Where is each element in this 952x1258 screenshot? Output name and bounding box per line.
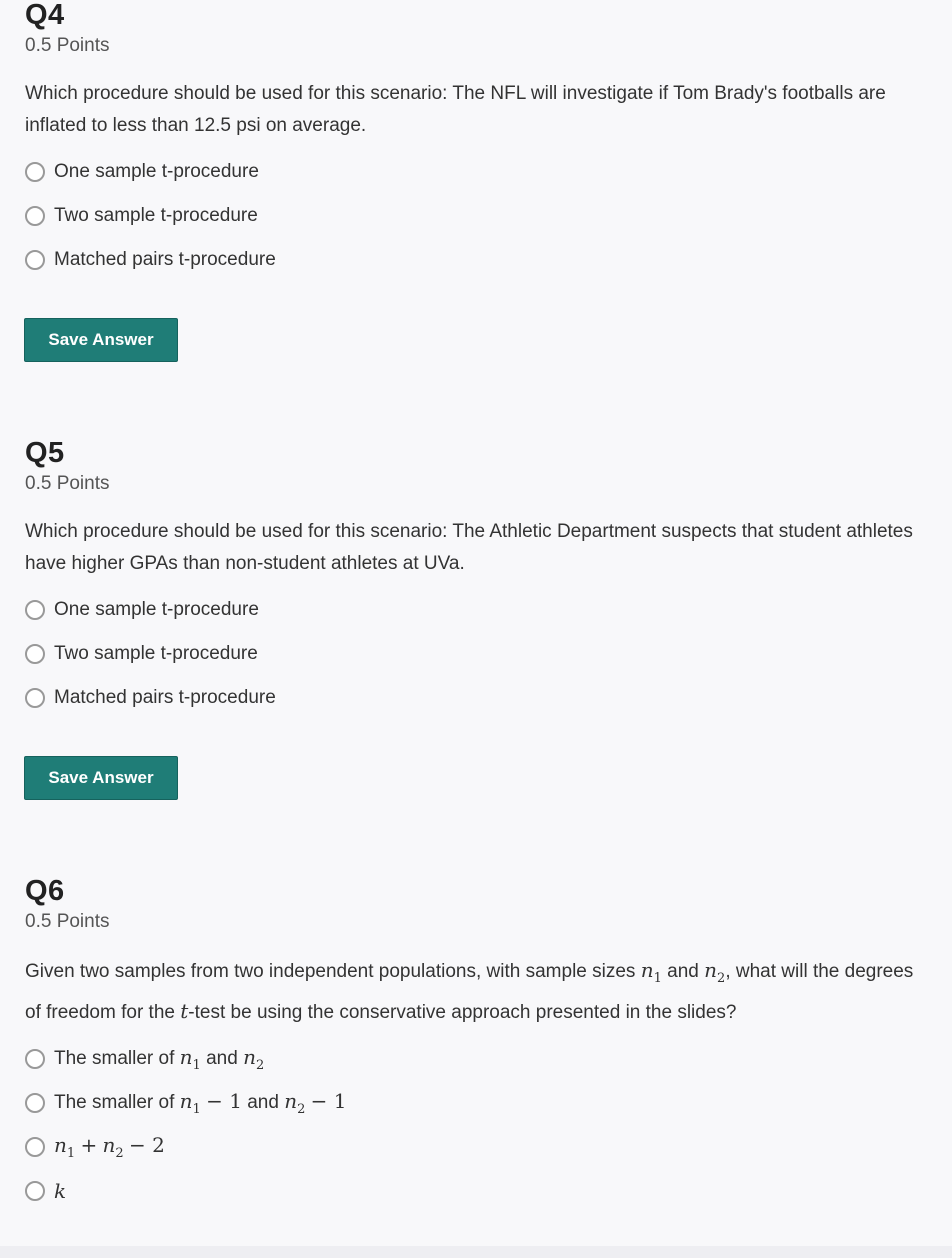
option-two-sample[interactable] [25, 632, 925, 676]
prompt-text: Given two samples from two independent populations, with sample sizes [25, 961, 636, 982]
option-one-sample[interactable] [25, 150, 925, 194]
option-label: Matched pairs t-procedure [54, 249, 276, 270]
save-answer-button-q5[interactable]: Save Answer [24, 756, 178, 800]
math-n1: $n_1$ [640, 958, 662, 986]
radio-button[interactable] [25, 644, 45, 664]
question-prompt: Which procedure should be used for this scenario: The NFL will investigate if Tom Brady's footballs are inflated to less than 12.5 psi on average. [25, 83, 886, 136]
math-t: t [180, 999, 189, 1023]
question-points: 0.5 Points [25, 473, 110, 494]
answer-options [25, 588, 925, 720]
question-points: 0.5 Points [25, 35, 110, 56]
question-q5 [25, 438, 925, 720]
option-label: Matched pairs t-procedure [54, 687, 276, 708]
question-points: 0.5 Points [25, 911, 110, 932]
option-label: The smaller of $n_1 - 1$ and $n_2 - 1$ [54, 1089, 347, 1117]
option-one-sample[interactable] [25, 588, 925, 632]
option-smaller-n-minus-one[interactable] [25, 1081, 925, 1125]
option-sum-minus-two[interactable] [25, 1125, 925, 1169]
radio-button[interactable] [25, 162, 45, 182]
option-label: The smaller of $n_1$ and $n_2$ [54, 1045, 265, 1073]
option-k[interactable] [25, 1169, 925, 1213]
option-label: Two sample t-procedure [54, 205, 258, 226]
option-matched-pairs[interactable] [25, 238, 925, 282]
option-smaller-n[interactable] [25, 1037, 925, 1081]
prompt-text: , what will the degrees of freedom for the [25, 961, 914, 1023]
answer-options [25, 150, 925, 282]
option-label: One sample t-procedure [54, 161, 259, 182]
option-label: k [54, 1178, 67, 1203]
option-two-sample[interactable] [25, 194, 925, 238]
question-title: Q5 [25, 437, 65, 469]
radio-button[interactable] [25, 600, 45, 620]
radio-button[interactable] [25, 206, 45, 226]
radio-button[interactable] [25, 1137, 45, 1157]
question-title: Q4 [25, 0, 65, 31]
option-label: One sample t-procedure [54, 599, 259, 620]
option-label: Two sample t-procedure [54, 643, 258, 664]
question-prompt [25, 954, 915, 1029]
option-matched-pairs[interactable] [25, 676, 925, 720]
radio-button[interactable] [25, 1049, 45, 1069]
save-answer-button-q4[interactable]: Save Answer [24, 318, 178, 362]
option-label: $n_1 + n_2 - 2$ [54, 1133, 165, 1161]
answer-options [25, 1037, 925, 1213]
radio-button[interactable] [25, 1181, 45, 1201]
math-n2: $n_2$ [704, 958, 726, 986]
prompt-text: and [667, 961, 699, 982]
question-prompt: Which procedure should be used for this scenario: The Athletic Department suspects that student athletes have higher GPAs than non-student athletes at UVa. [25, 521, 913, 574]
question-q6 [25, 876, 925, 1213]
prompt-text: -test be using the conservative approach presented in the slides? [188, 1002, 737, 1023]
question-q4 [25, 0, 925, 282]
radio-button[interactable] [25, 250, 45, 270]
question-title: Q6 [25, 875, 65, 907]
radio-button[interactable] [25, 688, 45, 708]
radio-button[interactable] [25, 1093, 45, 1113]
page-bottom-edge [0, 1246, 952, 1258]
